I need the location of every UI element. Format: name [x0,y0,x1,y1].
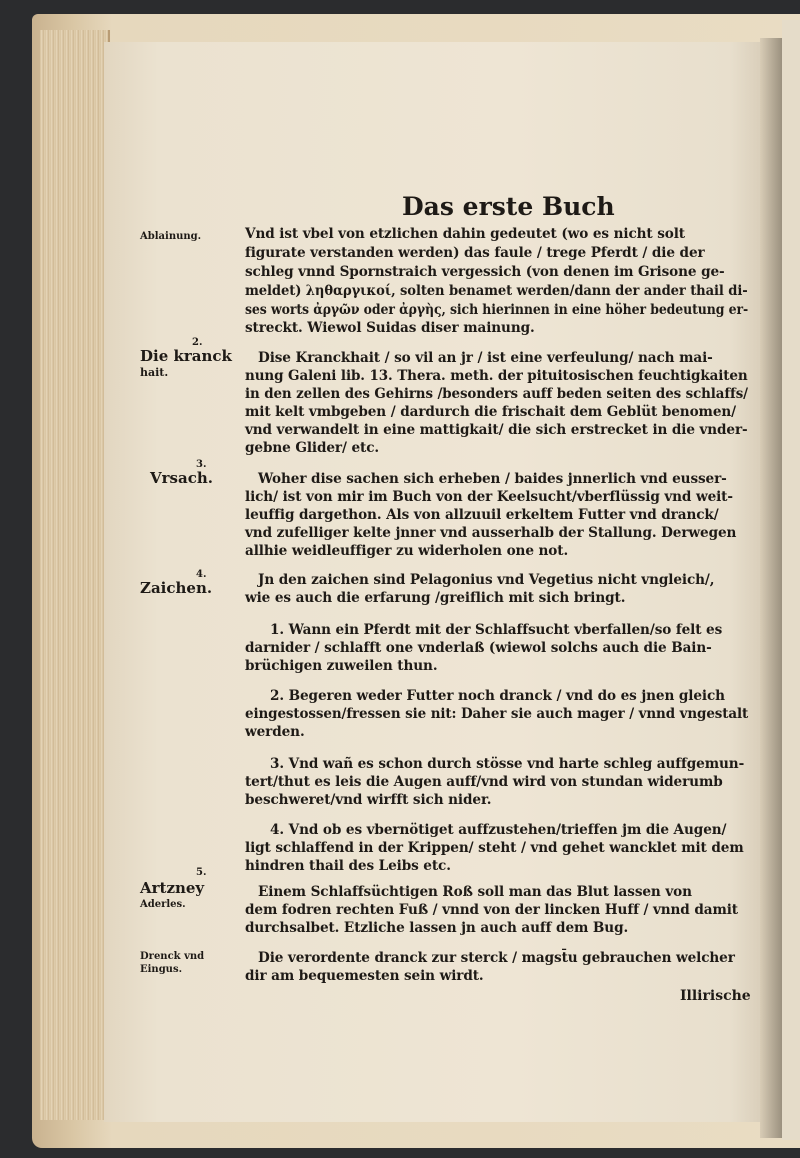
text-line: tert/thut es leis die Augen auff/vnd wird von stundan widerumb [245,774,723,790]
text-line: darnider / schlafft one vnderlaß (wiewol solchs auch die Bain- [245,640,712,656]
text-line: brüchigen zuweilen thun. [245,658,438,674]
sidenote-number-4: 4. [196,569,207,580]
text-line: Dise Kranckhait / so vil an jr / ist eine verfeulung/ nach mai- [258,350,713,366]
text-line: Vnd ist vbel von etzlichen dahin gedeutet (wo es nicht solt [245,226,685,242]
text-line: Woher dise sachen sich erheben / baides jnnerlich vnd eusser- [258,471,727,487]
sidenote-krankhait-2: hait. [140,366,169,379]
facing-page-edge [782,20,800,1140]
text-line: vnd verwandelt in eine mattigkait/ die sich erstrecket in die vnder- [245,422,748,438]
text-line: gebne Glider/ etc. [245,440,380,456]
text-line: werden. [245,724,305,740]
text-line: streckt. Wiewol Suidas diser mainung. [245,320,535,336]
text-line: ligt schlaffend in der Krippen/ steht / vnd gehet wancklet mit dem [245,840,744,856]
sidenote-ablainung: Ablainung. [140,231,202,242]
text-line: durchsalbet. Etzliche lassen jn auch auff dem Bug. [245,920,629,936]
text-line: schleg vnnd Spornstraich vergessich (von denen im Grisone ge- [245,264,725,280]
text-line: meldet) ληθαργικοί, solten benamet werden/dann der ander thail di- [245,283,748,299]
text-line: 3. Vnd wañ es schon durch stösse vnd harte schleg auffgemun- [270,756,745,772]
text-line: figurate verstanden werden) das faule / trege Pferdt / die der [245,245,705,261]
catchword: Illirische [680,988,751,1004]
text-line: lich/ ist von mir im Buch von der Keelsucht/vberflüssig vnd weit- [245,489,733,505]
page-heading: Das erste Buch [402,192,615,221]
text-line: vnd zufelliger kelte jnner vnd ausserhalb der Stallung. Derwegen [245,525,737,541]
text-line: 2. Begeren weder Futter noch dranck / vnd do es jnen gleich [270,688,725,704]
text-line: allhie weidleuffiger zu widerholen one not. [245,543,569,559]
text-line: Die verordente dranck zur sterck / magst̄u gebrauchen welcher [258,950,735,966]
sidenote-number-5: 5. [196,867,207,878]
text-line: 1. Wann ein Pferdt mit der Schlaffsucht vberfallen/so felt es [270,622,723,638]
sidenote-number-2: 2. [192,337,203,348]
text-line: dem fodren rechten Fuß / vnnd von der lincken Huff / vnnd damit [245,902,738,918]
text-line: Jn den zaichen sind Pelagonius vnd Vegetius nicht vngleich/, [258,572,715,588]
sidenote-krankhait-1: Die kranck [140,347,232,365]
sidenote-ursach: Vrsach. [150,469,213,487]
text-line: mit kelt vmbgeben / dardurch die frischait dem Geblüt benomen/ [245,404,737,420]
sidenote-artzney-2: Aderles. [140,899,186,910]
sidenote-zaichen: Zaichen. [140,579,213,597]
text-line: hindren thail des Leibs etc. [245,858,451,874]
text-line: Einem Schlaffsüchtigen Roß soll man das Blut lassen von [258,884,692,900]
text-line: 4. Vnd ob es vbernötiget auffzustehen/trieffen jm die Augen/ [270,822,727,838]
sidenote-drenck-2: Eingus. [140,964,183,975]
text-line: wie es auch die erfarung /greiflich mit sich bringt. [245,590,626,606]
text-line: beschweret/vnd wirfft sich nider. [245,792,492,808]
text-line: nung Galeni lib. 13. Thera. meth. der pituitosischen feuchtigkaiten [245,368,748,384]
sidenote-number-3: 3. [196,459,207,470]
text-line: ses worts ἀργῶν oder ἀργὴς, sich hierinnen in eine höher bedeutung er- [245,302,749,318]
page-edges [40,30,110,1120]
text-line: eingestossen/fressen sie nit: Daher sie auch mager / vnnd vngestalt [245,706,749,722]
text-line: in den zellen des Gehirns /besonders auff beden seiten des schlaffs/ [245,386,748,402]
sidenote-drenck-1: Drenck vnd [140,951,205,962]
text-line: leuffig dargethon. Als von allzuuil erkeltem Futter vnd dranck/ [245,507,719,523]
sidenote-artzney-1: Artzney [140,879,205,897]
text-line: dir am bequemesten sein wirdt. [245,968,484,984]
